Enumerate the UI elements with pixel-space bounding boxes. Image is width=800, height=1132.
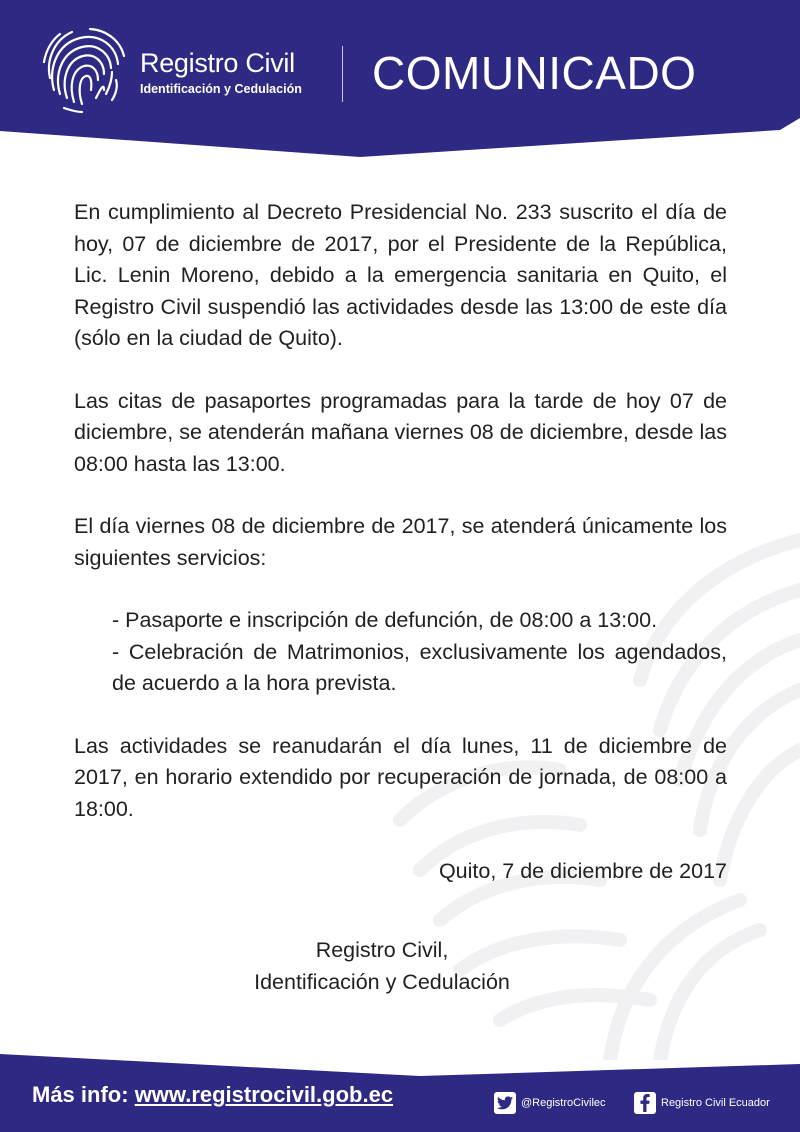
signature-line-2: Identificación y Cedulación [254, 969, 510, 994]
twitter-link[interactable] [494, 1092, 606, 1114]
paragraph-resume: Las actividades se reanudarán el día lunes, 11 de diciembre de 2017, en horario extendido por recuperación de jornada, de 08:00 a 18:00. [74, 733, 727, 821]
header-banner [0, 0, 800, 160]
paragraph-decree: En cumplimiento al Decreto Presidencial No. 233 suscrito el día de hoy, 07 de diciembre de 2017, por el Presidente de la República, Lic. Lenin Moreno, debido a la emergencia sanitaria en Quito, el Registro Civil suspendió las actividades desde las 13:00 de este día (sólo en la ciudad de Quito). [74, 200, 727, 350]
list-item: - Pasaporte e inscripción de defunción, de 08:00 a 13:00. [112, 608, 658, 632]
website-link[interactable]: www.registrocivil.gob.ec [134, 1082, 394, 1107]
brand-subtitle: Identificación y Cedulación [140, 82, 302, 96]
paragraph-passports: Las citas de pasaportes programadas para la tarde de hoy 07 de diciembre, se atenderán mañana viernes 08 de diciembre, desde las 08:00 hasta las 13:00. [74, 388, 727, 476]
footer-banner [0, 1054, 800, 1132]
facebook-link[interactable] [634, 1092, 770, 1114]
fingerprint-map-logo-icon [34, 20, 130, 116]
paragraph-services-intro: El día viernes 08 de diciembre de 2017, se atenderá únicamente los siguientes servicios: [74, 514, 727, 570]
facebook-icon [634, 1092, 656, 1114]
twitter-handle: @RegistroCivilec [521, 1096, 606, 1109]
twitter-icon [494, 1092, 516, 1114]
signature-block [142, 934, 622, 998]
brand-name: Registro Civil [140, 48, 295, 78]
header-divider [342, 46, 343, 102]
more-info [32, 1084, 393, 1106]
list-item: - Celebración de Matrimonios, exclusivamente los agendados, de acuerdo a la hora prevista. [112, 639, 727, 695]
facebook-page: Registro Civil Ecuador [661, 1096, 770, 1109]
date-line: Quito, 7 de diciembre de 2017 [438, 859, 727, 883]
signature-line-1: Registro Civil, [315, 937, 449, 962]
services-list [74, 605, 727, 700]
notice-body [74, 197, 727, 998]
page-title: COMUNICADO [372, 47, 697, 99]
more-info-label: Más info: [32, 1082, 129, 1107]
